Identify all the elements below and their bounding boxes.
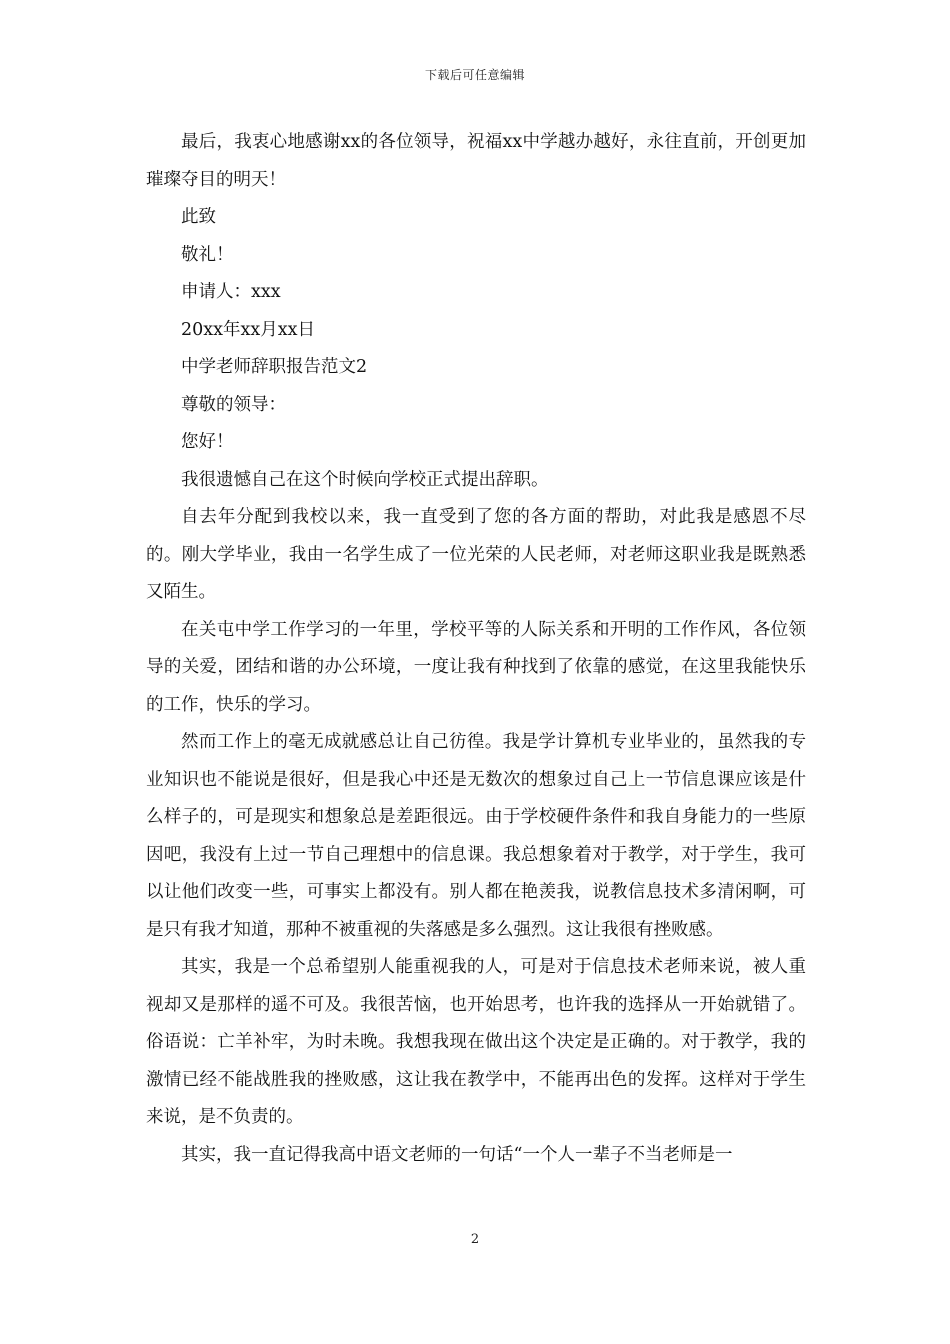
document-body bbox=[146, 124, 806, 1174]
greeting-hello: 您好！ bbox=[181, 432, 234, 452]
body-paragraph: 在关屯中学工作学习的一年里，学校平等的人际关系和开明的工作作风，各位领导的关爱，团结和谐的办公环境，一度让我有种找到了依靠的感觉，在这里我能快乐的工作，快乐的学习。 bbox=[146, 619, 806, 715]
body-paragraph: 其实，我一直记得我高中语文老师的一句话“一个人一辈子不当老师是一 bbox=[181, 1144, 733, 1165]
applicant-line: 申请人：xxx bbox=[181, 282, 281, 302]
body-paragraph: 然而工作上的毫无成就感总让自己彷徨。我是学计算机专业毕业的，虽然我的专业知识也不能说是很好，但是我心中还是无数次的想象过自己上一节信息课应该是什么样子的，可是现实和想象总是差距很远。由于学校硬件条件和我自身能力的一些原因吧，我没有上过一节自己理想中的信息课。我总想象着对于教学，对于学生，我可以让他们改变一些，可事实上都没有。别人都在艳羡我，说教信息技术多清闲啊，可是只有我才知道，那种不被重视的失落感是多么强烈。这让我很有挫败感。 bbox=[146, 732, 806, 940]
page-number: 2 bbox=[470, 1232, 480, 1247]
body-paragraph: 我很遗憾自己在这个时候向学校正式提出辞职。 bbox=[181, 469, 549, 490]
greeting-leader: 尊敬的领导： bbox=[181, 394, 286, 415]
page-header-note: 下载后可任意编辑 bbox=[424, 68, 525, 82]
body-paragraph: 自去年分配到我校以来，我一直受到了您的各方面的帮助，对此我是感恩不尽的。刚大学毕业，我由一名学生成了一位光荣的人民老师，对老师这职业我是既熟悉又陌生。 bbox=[146, 507, 806, 602]
closing-paragraph: 最后，我衷心地感谢xx的各位领导，祝福xx中学越办越好，永往直前，开创更加璀璨夺目的明天！ bbox=[146, 132, 806, 190]
body-paragraph: 其实，我是一个总希望别人能重视我的人，可是对于信息技术老师来说，被人重视却又是那样的遥不可及。我很苦恼，也开始思考，也许我的选择从一开始就错了。俗语说：亡羊补牢，为时未晚。我想我现在做出这个决定是正确的。对于教学，我的激情已经不能战胜我的挫败感，这让我在教学中，不能再出色的发挥。这样对于学生来说，是不负责的。 bbox=[146, 957, 806, 1127]
section-title: 中学老师辞职报告范文2 bbox=[181, 357, 368, 377]
salutation-cizhi: 此致 bbox=[181, 207, 216, 227]
date-line: 20xx年xx月xx日 bbox=[181, 319, 315, 340]
salutation-jingli: 敬礼！ bbox=[181, 244, 234, 265]
